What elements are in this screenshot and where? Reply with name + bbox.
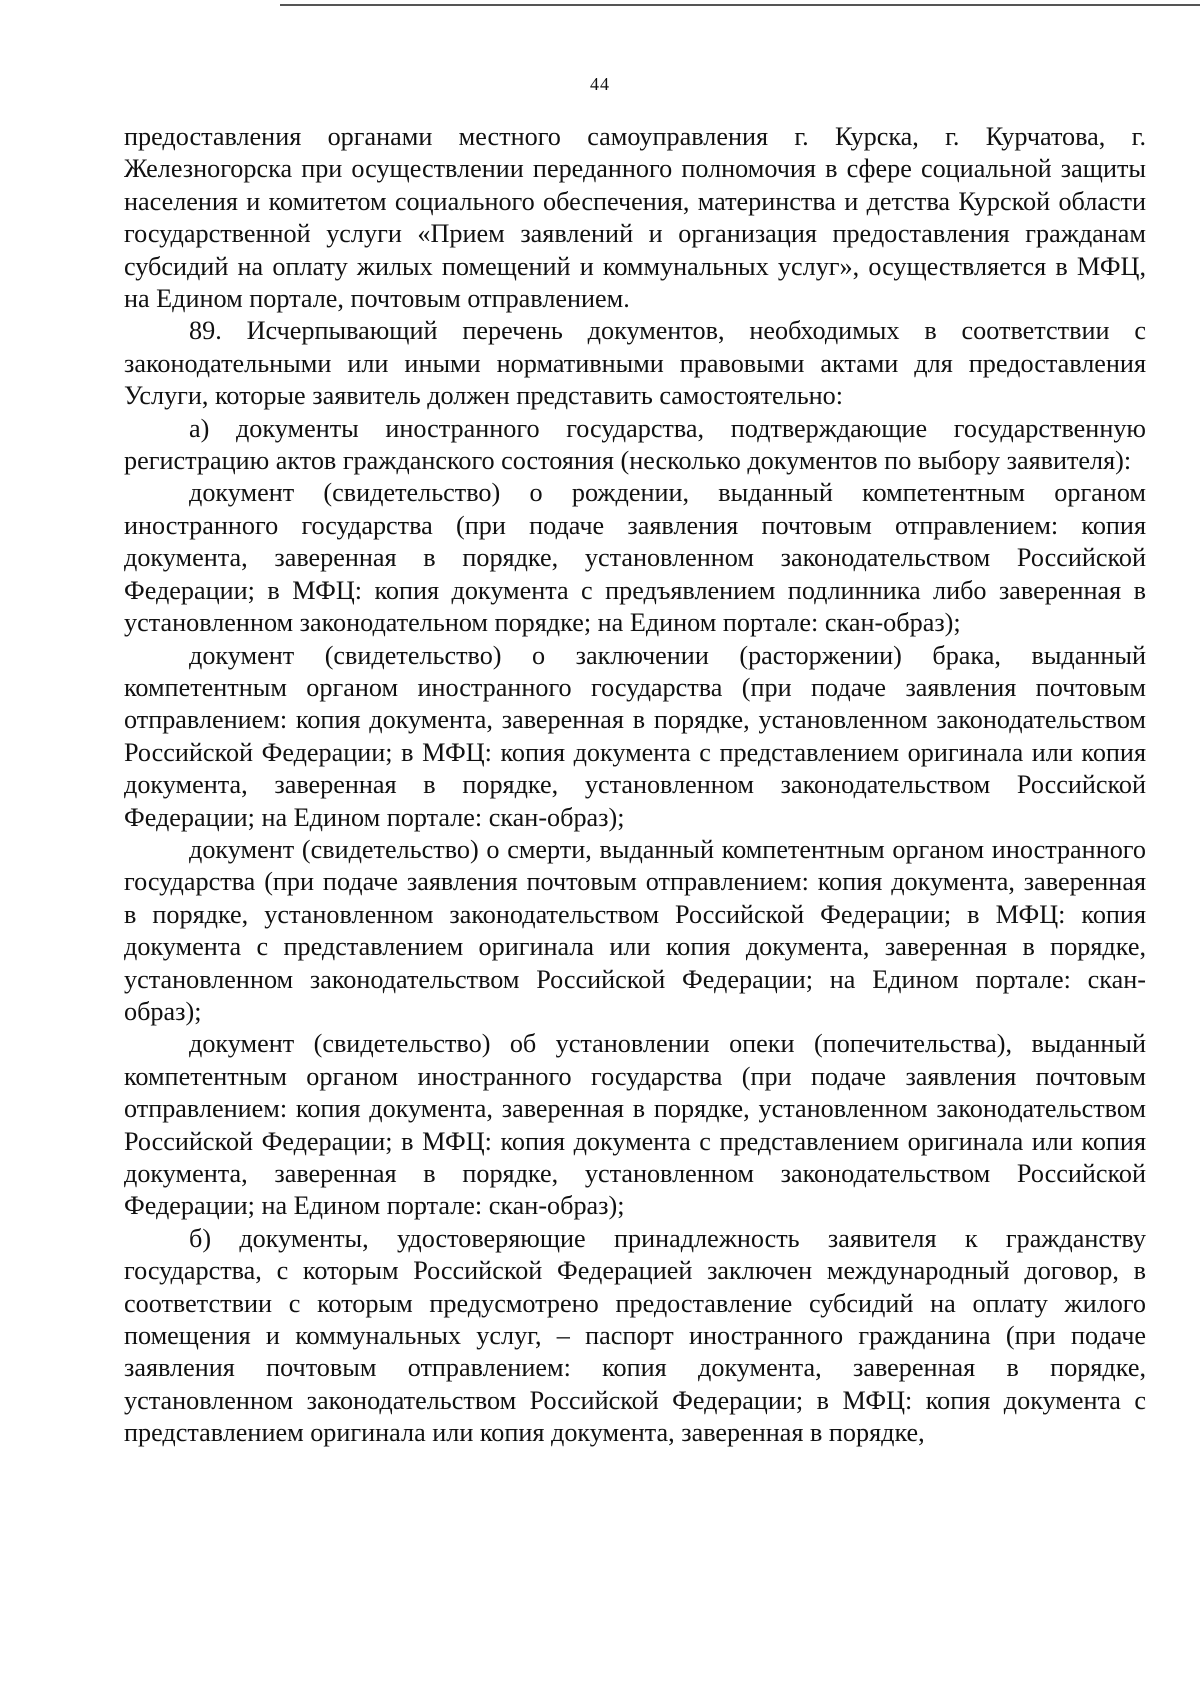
page-number: 44 (590, 74, 610, 94)
paragraph-item-89: 89. Исчерпывающий перечень документов, необходимых в соответствии с законодательными или иными нормативными правовыми актами для предоставления Услуги, которые заявитель должен представить самостоятельно: (124, 316, 1146, 411)
paragraph-death-certificate: документ (свидетельство) о смерти, выданный компетентным органом иностранного государства (при подаче заявления почтовым отправлением: копия документа, заверенная в порядке, установленном законодательством Российской Федерации; в МФЦ: копия документа с представлением оригинала или копия документа, заверенная в порядке, установленном законодательством Российской Федерации; на Едином портале: скан-образ); (124, 834, 1146, 1026)
paragraph-continuation: предоставления органами местного самоуправления г. Курска, г. Курчатова, г. Железногорска при осуществлении переданного полномочия в сфере социальной защиты населения и комитетом социального обеспечения, материнства и детства Курской области государственной услуги «Прием заявлений и организация предоставления гражданам субсидий на оплату жилых помещений и коммунальных услуг», осуществляется в МФЦ, на Едином портале, почтовым отправлением. (124, 122, 1146, 314)
paragraph-subitem-a: а) документы иностранного государства, подтверждающие государственную регистрацию актов гражданского состояния (несколько документов по выбору заявителя): (124, 413, 1146, 476)
top-scan-rule (280, 4, 1200, 6)
document-body (124, 121, 1146, 1450)
paragraph-subitem-b: б) документы, удостоверяющие принадлежность заявителя к гражданству государства, с которым Российской Федерацией заключен международный договор, в соответствии с которым предусмотрено предоставление субсидий на оплату жилого помещения и коммунальных услуг, – паспорт иностранного гражданина (при подаче заявления почтовым отправлением: копия документа, заверенная в порядке, установленном законодательством Российской Федерации; в МФЦ: копия документа с представлением оригинала или копия документа, заверенная в порядке, (124, 1223, 1146, 1448)
paragraph-birth-certificate: документ (свидетельство) о рождении, выданный компетентным органом иностранного государства (при подаче заявления почтовым отправлением: копия документа, заверенная в порядке, установленном законодательством Российской Федерации; в МФЦ: копия документа с предъявлением подлинника либо заверенная в установленном законодательном порядке; на Едином портале: скан-образ); (124, 478, 1146, 638)
paragraph-marriage-certificate: документ (свидетельство) о заключении (расторжении) брака, выданный компетентным органом иностранного государства (при подаче заявления почтовым отправлением: копия документа, заверенная в порядке, установленном законодательством Российской Федерации; в МФЦ: копия документа с представлением оригинала или копия документа, заверенная в порядке, установленном законодательством Российской Федерации; на Едином портале: скан-образ); (124, 640, 1146, 832)
paragraph-guardianship-certificate: документ (свидетельство) об установлении опеки (попечительства), выданный компетентным органом иностранного государства (при подаче заявления почтовым отправлением: копия документа, заверенная в порядке, установленном законодательством Российской Федерации; в МФЦ: копия документа с представлением оригинала или копия документа, заверенная в порядке, установленном законодательством Российской Федерации; на Едином портале: скан-образ); (124, 1029, 1146, 1221)
